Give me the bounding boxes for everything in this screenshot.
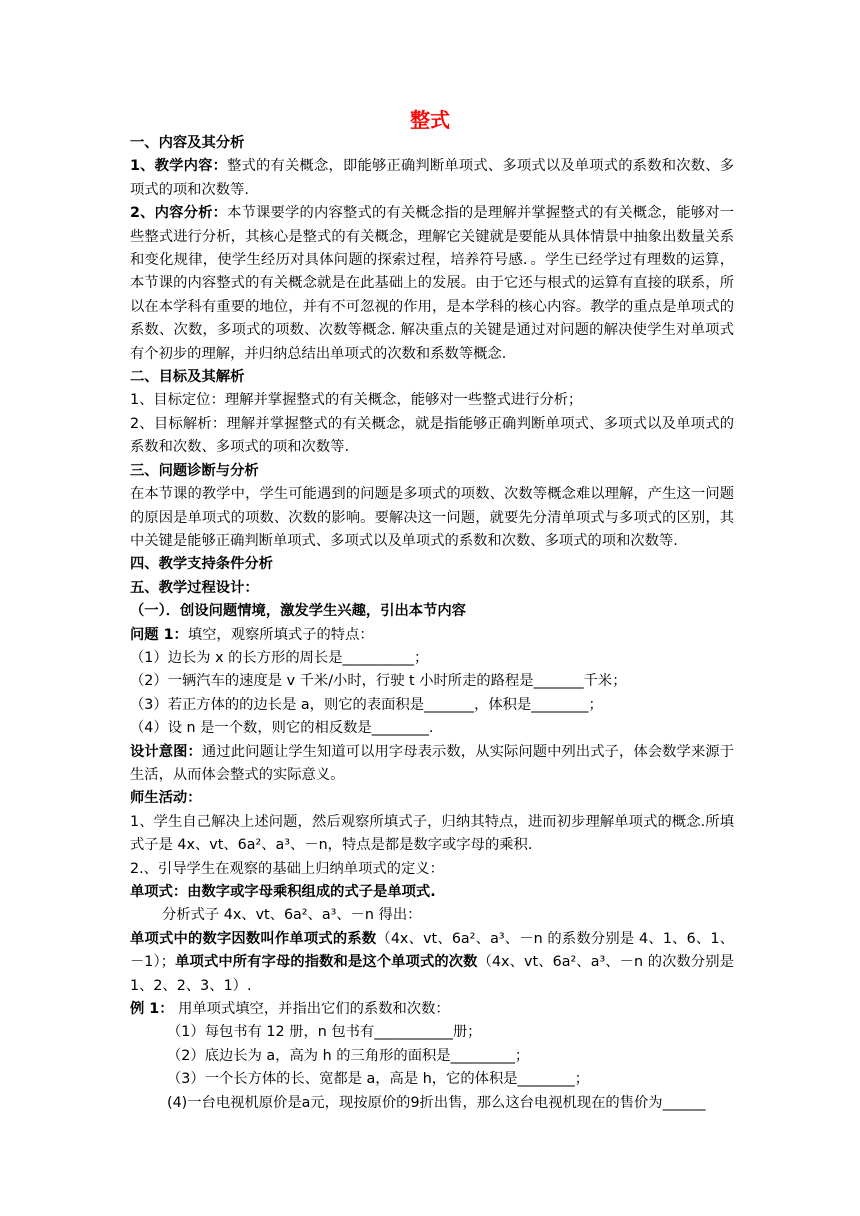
section-1-heading: 一、内容及其分析 <box>130 135 245 151</box>
text-teaching-content: 整式的有关概念，即能够正确判断单项式、多项式以及单项式的系数和次数、多项式的项和次数等. <box>130 158 734 198</box>
problem-1-item: （1）边长为 x 的长方形的周长是__________； <box>130 649 429 666</box>
subsection-1-heading: （一）．创设问题情境，激发学生兴趣，引出本节内容 <box>130 603 466 620</box>
example-1-item: （1）每包书有 12 册，n 包书有___________册； <box>167 1024 482 1041</box>
coefficient-degree-paragraph <box>130 928 734 998</box>
label-content-analysis: 2、内容分析： <box>130 205 228 222</box>
design-intent-label: 设计意图： <box>130 743 202 760</box>
problem-1-item: （4）设 n 是一个数，则它的相反数是________. <box>130 720 434 737</box>
example-1-item: (4)一台电视机原价是a元，现按原价的9折出售，那么这台电视机现在的售价为______ <box>167 1094 706 1111</box>
activity-heading: 师生活动： <box>130 790 202 807</box>
example-1 <box>130 998 734 1021</box>
example-1-item: （3）一个长方体的长、宽都是 a，高是 h，它的体积是________； <box>167 1071 590 1088</box>
example-1-item: （2）底边长为 a，高为 h 的三角形的面积是_________； <box>167 1047 530 1064</box>
activity-paragraph-2: 2.、引导学生在观察的基础上归纳单项式的定义： <box>130 860 444 877</box>
design-intent-text: 通过此问题让学生知道可以用字母表示数，从实际问题中列出式子，体会数学来源于生活，从而体会整式的实际意义。 <box>130 743 735 783</box>
section-5-heading: 五、教学过程设计： <box>130 579 259 596</box>
text-content-analysis: 本节课要学的内容整式的有关概念指的是理解并掌握整式的有关概念，能够对一些整式进行分析，其核心是整式的有关概念，理解它关键就是要能从具体情景中抽象出数量关系和变化规律，使学生经历对具体问题的探索过程，培养符号感．。学生已经学过有理数的运算，本节课的内容整式的有关概念就是在此基础上的发展。由于它还与根式的运算有直接的联系，所以在本学科有重要的地位，并有不可忽视的作用，是本学科的核心内容。教学的重点是单项式的系数、次数，多项式的项数、次数等概念. 解决重点的关键是通过对问题的解决使学生对单项式有个初步的理解，并归纳总结出单项式的次数和系数等概念. <box>130 205 734 362</box>
label-teaching-content: 1、教学内容： <box>130 158 228 175</box>
document-body <box>130 132 734 1115</box>
activity-paragraph-1: 1、学生自己解决上述问题，然后观察所填式子，归纳其特点，进而初步理解单项式的概念.所填式子是 4x、vt、6a²、a³、－n，特点是都是数字或字母的乘积. <box>130 813 734 854</box>
analysis-line: 分析式子 4x、vt、6a²、a³、－n 得出： <box>162 907 422 924</box>
analysis-paragraph <box>130 202 734 366</box>
section-2-heading: 二、目标及其解析 <box>130 369 245 386</box>
degree-definition: 单项式中所有字母的指数和是这个单项式的次数 <box>175 954 478 971</box>
example-1-text: 用单项式填空，并指出它们的系数和次数： <box>173 1001 450 1018</box>
degree-example: （4x、vt、6a²、a³、－n 的次数分别是 1、2、2、3、1）. <box>130 954 734 994</box>
problem-1-text: 填空，观察所填式子的特点： <box>187 626 374 643</box>
monomial-definition: 单项式：由数字或字母乘积组成的式子是单项式. <box>130 884 436 900</box>
problem-1 <box>130 624 734 647</box>
design-intent <box>130 741 734 788</box>
section-3-heading: 三、问题诊断与分析 <box>130 462 259 479</box>
goal-positioning: 1、目标定位：理解并掌握整式的有关概念，能够对一些整式进行分析； <box>130 392 583 409</box>
coefficient-definition: 单项式中的数字因数叫作单项式的系数 <box>130 930 377 947</box>
problem-1-label: 问题 1： <box>130 626 188 643</box>
section-4-heading: 四、教学支持条件分析 <box>130 556 273 573</box>
page-title: 整式 <box>410 108 450 132</box>
problem-1-item: （2）一辆汽车的速度是 v 千米/小时，行驶 t 小时所走的路程是_______千米； <box>130 673 627 690</box>
goal-analysis: 2、目标解析：理解并掌握整式的有关概念，就是指能够正确判断单项式、多项式以及单项式的系数和次数、多项式的项和次数等. <box>130 415 734 456</box>
problem-1-item: （3）若正方体的的边长是 a，则它的表面积是_______，体积是________； <box>130 696 603 713</box>
diagnosis-paragraph: 在本节课的教学中，学生可能遇到的问题是多项式的项数、次数等概念难以理解，产生这一问题的原因是单项式的项数、次数的影响。要解决这一问题，就要先分清单项式与多项式的区别，其中关键是能够正确判断单项式、多项式以及单项式的系数和次数、多项式的项和次数等. <box>130 486 734 549</box>
example-1-label: 例 1： <box>130 1001 174 1018</box>
coefficient-example: （4x、vt、6a²、a³、－n 的系数分别是 4、1、6、1、－1）； <box>130 930 734 971</box>
content-paragraph <box>130 155 734 202</box>
